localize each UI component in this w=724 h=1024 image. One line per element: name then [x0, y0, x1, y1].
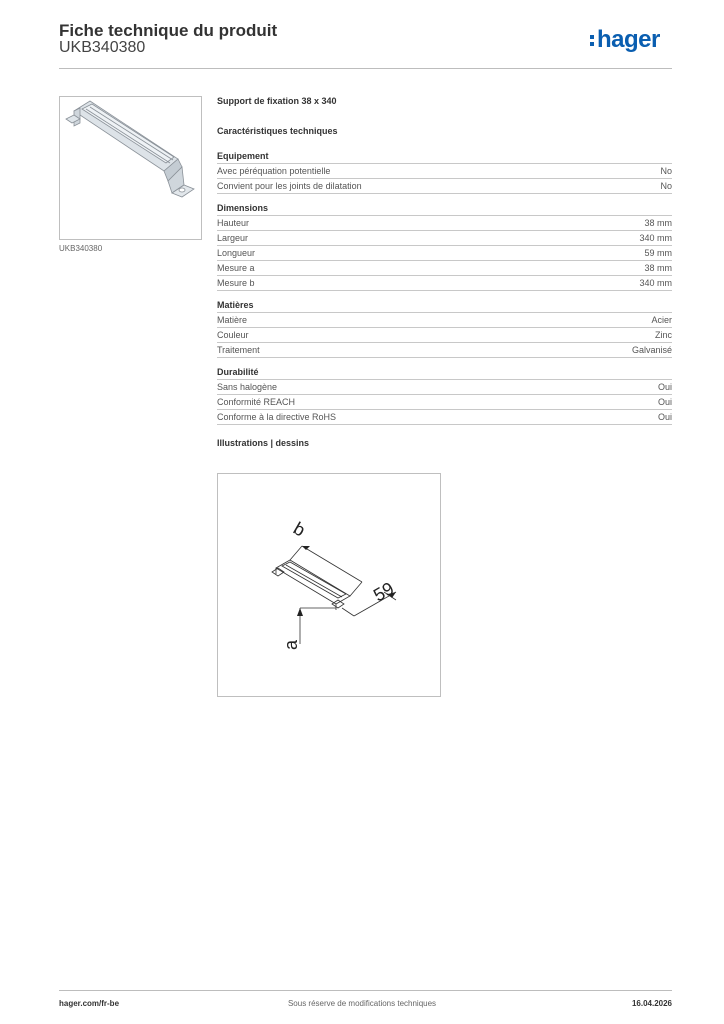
- spec-row: [217, 164, 672, 179]
- mounting-bracket-icon: [60, 97, 201, 239]
- product-reference: UKB340380: [59, 39, 146, 56]
- spec-row: [217, 261, 672, 276]
- section-title: Equipement: [217, 150, 672, 164]
- spec-label: Mesure b: [217, 278, 255, 288]
- spec-row: [217, 343, 672, 358]
- spec-label: Hauteur: [217, 218, 250, 228]
- spec-value: No: [660, 166, 672, 176]
- spec-row: [217, 276, 672, 291]
- section-matieres: [217, 299, 672, 358]
- spec-label: Couleur: [217, 330, 249, 340]
- header-divider: [59, 68, 672, 69]
- spec-value: 59 mm: [644, 248, 672, 258]
- hager-logo[interactable]: [590, 26, 660, 54]
- spec-row: [217, 395, 672, 410]
- product-image-caption: UKB340380: [59, 244, 103, 253]
- footer-divider: [59, 990, 672, 991]
- spec-label: Convient pour les joints de dilatation: [217, 181, 362, 191]
- section-title: Durabilité: [217, 366, 672, 380]
- section-equipement: [217, 150, 672, 194]
- spec-label: Traitement: [217, 345, 260, 355]
- spec-row: [217, 380, 672, 395]
- product-image: [59, 96, 202, 240]
- spec-value: Acier: [651, 315, 672, 325]
- spec-value: 38 mm: [644, 218, 672, 228]
- spec-row: [217, 231, 672, 246]
- spec-row: [217, 179, 672, 194]
- product-name: Support de fixation 38 x 340: [217, 96, 337, 106]
- spec-value: No: [660, 181, 672, 191]
- spec-label: Longueur: [217, 248, 256, 258]
- spec-value: 340 mm: [639, 233, 672, 243]
- spec-row: [217, 410, 672, 425]
- footer-disclaimer: Sous réserve de modifications techniques: [287, 999, 437, 1008]
- dimension-drawing: [217, 473, 441, 697]
- dimension-label-b: b: [290, 518, 309, 541]
- spec-label: Mesure a: [217, 263, 255, 273]
- spec-label: Conforme à la directive RoHS: [217, 412, 337, 422]
- spec-label: Avec péréquation potentielle: [217, 166, 331, 176]
- footer-website-link[interactable]: hager.com/fr-be: [59, 999, 120, 1008]
- section-dimensions: [217, 202, 672, 291]
- spec-value: 38 mm: [644, 263, 672, 273]
- dimension-drawing-icon: [218, 474, 440, 696]
- spec-label: Matière: [217, 315, 248, 325]
- spec-value: Zinc: [654, 330, 672, 340]
- section-title: Matières: [217, 299, 672, 313]
- dimension-label-a: a: [281, 639, 301, 650]
- spec-row: [217, 246, 672, 261]
- spec-row: [217, 313, 672, 328]
- spec-row: [217, 328, 672, 343]
- tech-heading: Caractéristiques techniques: [217, 126, 338, 136]
- illustrations-title: Illustrations | dessins: [217, 438, 310, 448]
- spec-row: [217, 216, 672, 231]
- spec-value: Oui: [657, 397, 672, 407]
- spec-value: Oui: [657, 382, 672, 392]
- section-durabilite: [217, 366, 672, 425]
- footer-date: 16.04.2026: [631, 999, 672, 1008]
- spec-value: 340 mm: [639, 278, 672, 288]
- dimension-label-59: 59: [370, 578, 398, 606]
- spec-panel: [217, 96, 672, 453]
- logo-text: hager: [597, 26, 660, 53]
- logo-dots-icon: [590, 31, 596, 49]
- section-title: Dimensions: [217, 202, 672, 216]
- spec-label: Sans halogène: [217, 382, 278, 392]
- spec-value: Galvanisé: [631, 345, 672, 355]
- spec-label: Largeur: [217, 233, 249, 243]
- page-title: Fiche technique du produit: [59, 21, 278, 40]
- spec-label: Conformité REACH: [217, 397, 296, 407]
- spec-value: Oui: [657, 412, 672, 422]
